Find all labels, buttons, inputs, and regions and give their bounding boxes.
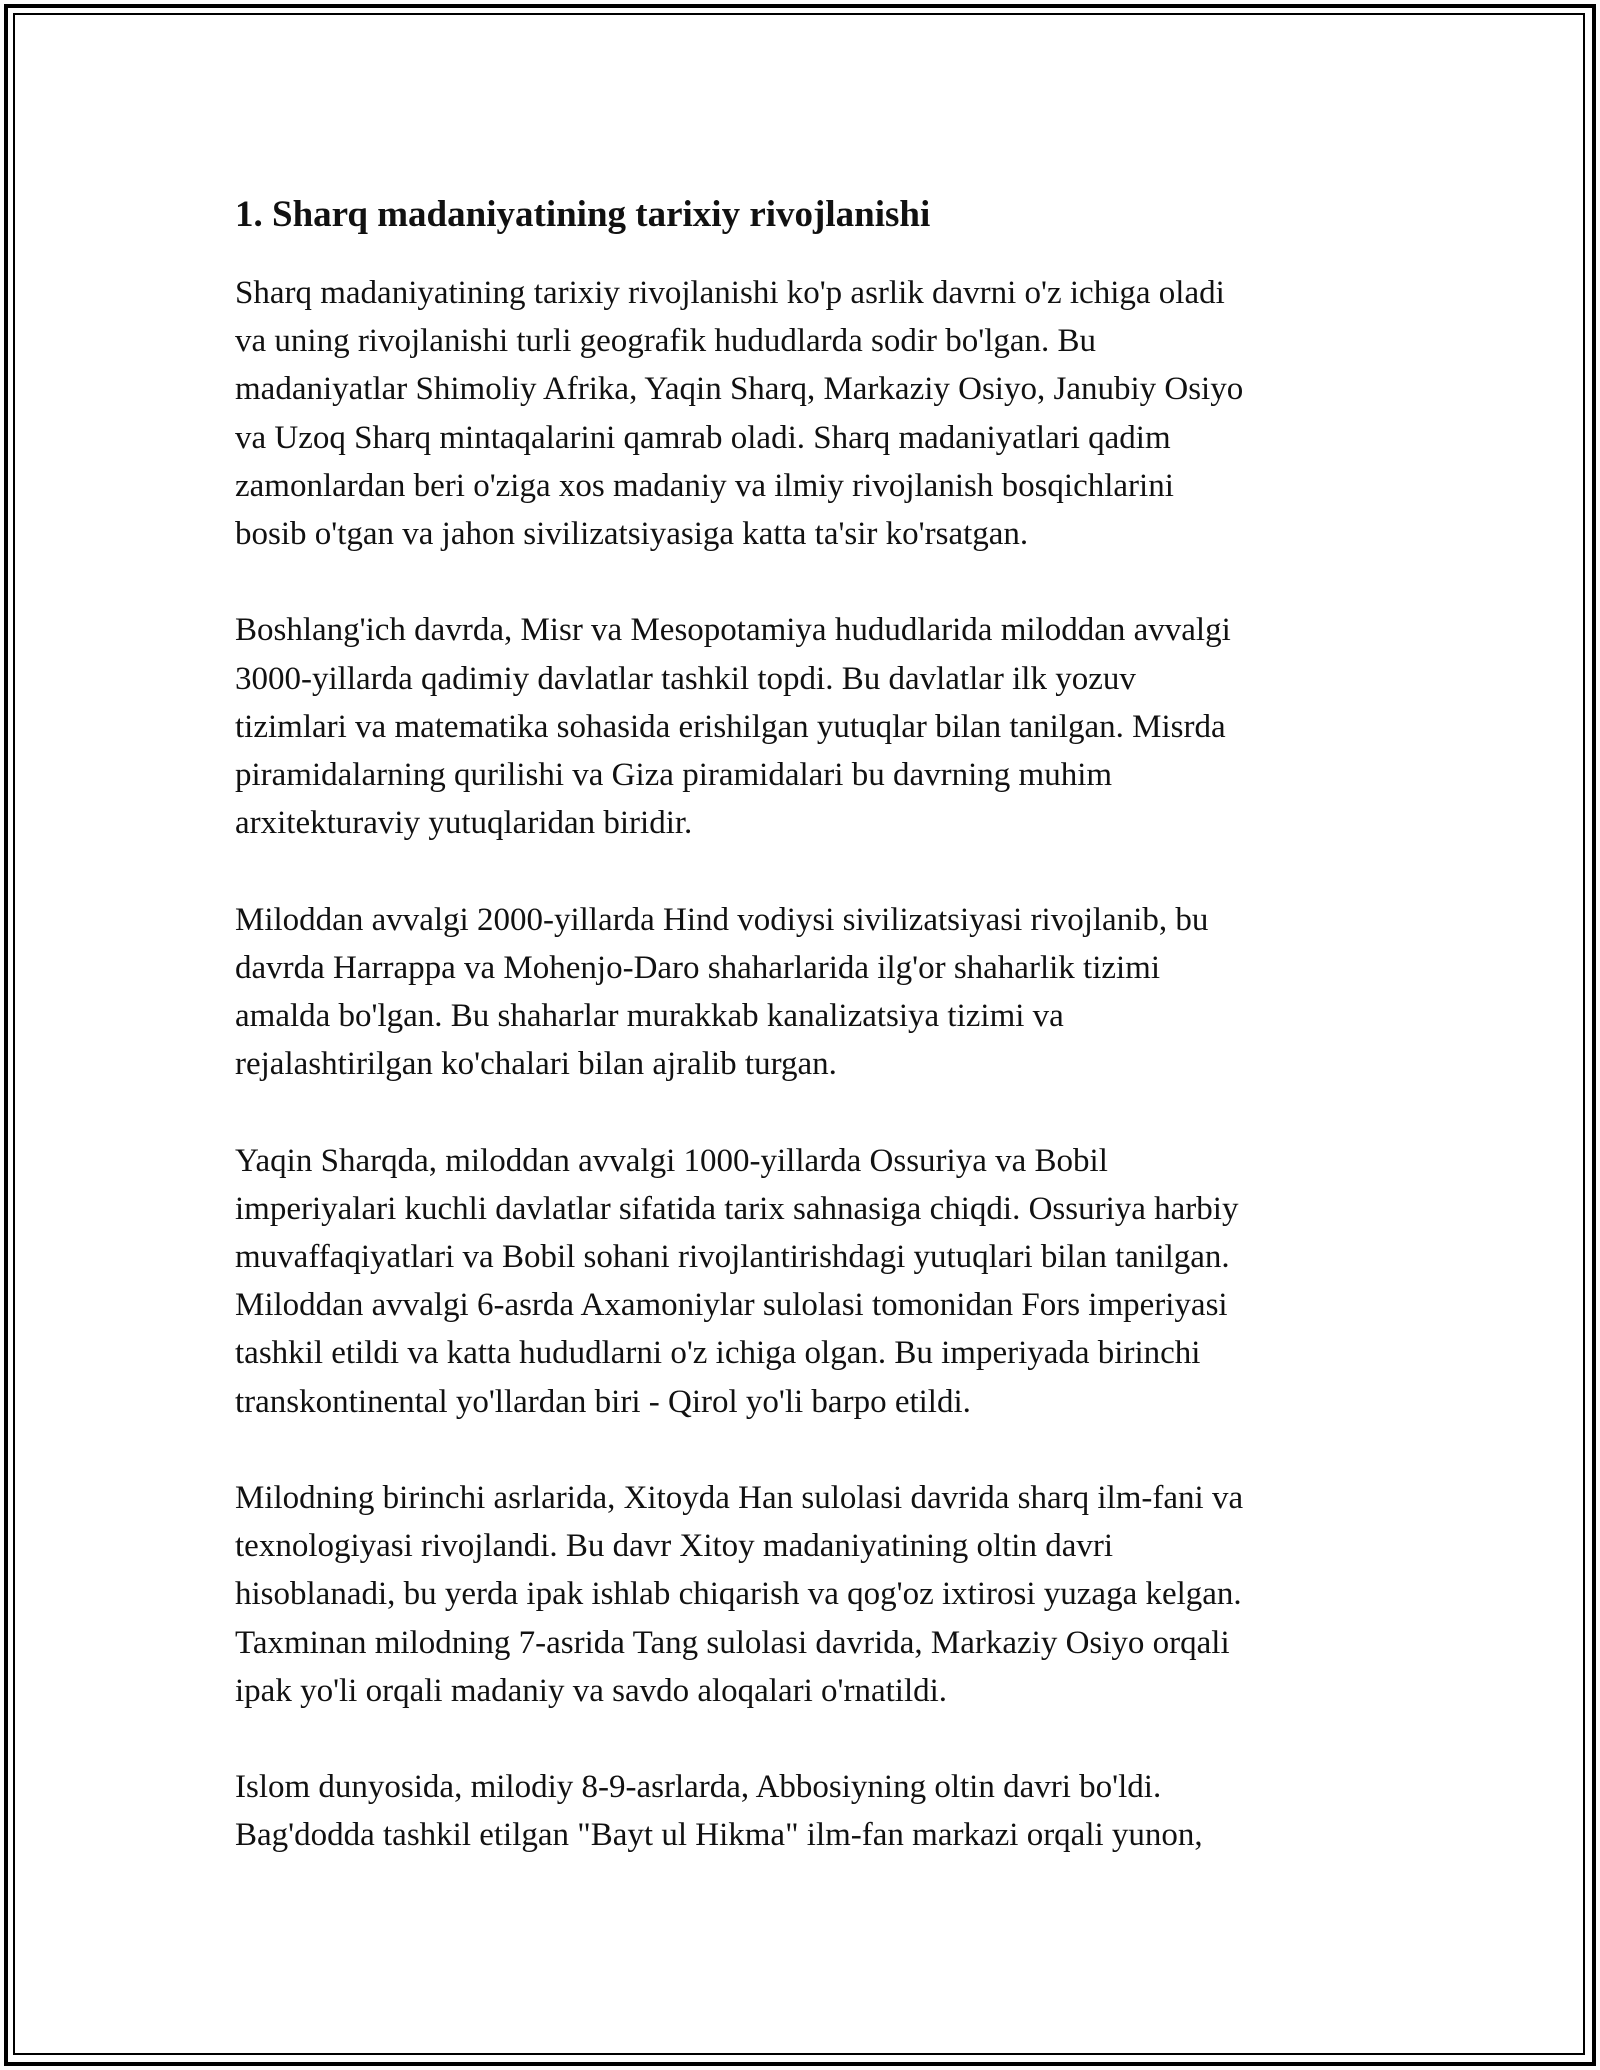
paragraph-line: muvaffaqiyatlari va Bobil sohani rivojlantirishdagi yutuqlari bilan tanilgan.	[235, 1239, 1230, 1276]
paragraph-line: texnologiyasi rivojlandi. Bu davr Xitoy madaniyatining oltin davri	[235, 1528, 1114, 1565]
paragraph-line: Taxminan milodning 7-asrida Tang sulolasi davrida, Markaziy Osiyo orqali	[235, 1624, 1230, 1661]
paragraph-line: rejalashtirilgan ko'chalari bilan ajralib turgan.	[235, 1046, 837, 1083]
paragraph-line: amalda bo'lgan. Bu shaharlar murakkab kanalizatsiya tizimi va	[235, 998, 1064, 1035]
paragraph	[235, 1137, 1375, 1426]
paragraph-line: Miloddan avvalgi 6-asrda Axamoniylar sulolasi tomonidan Fors imperiyasi	[235, 1287, 1228, 1324]
paragraph-line: Sharq madaniyatining tarixiy rivojlanishi ko'p asrlik davrni o'z ichiga oladi	[235, 275, 1225, 311]
document-body	[235, 185, 1375, 1908]
paragraph-line: Bag'dodda tashkil etilgan "Bayt ul Hikma" ilm-fan markazi orqali yunon,	[235, 1817, 1203, 1854]
paragraph-line: Milodning birinchi asrlarida, Xitoyda Han sulolasi davrida sharq ilm-fani va	[235, 1480, 1244, 1517]
paragraph	[235, 896, 1375, 1089]
paragraph	[235, 606, 1375, 847]
paragraph-list	[235, 269, 1375, 1860]
paragraph-line: Miloddan avvalgi 2000-yillarda Hind vodiysi sivilizatsiyasi rivojlanib, bu	[235, 901, 1209, 938]
paragraph-line: davrda Harrappa va Mohenjo-Daro shaharlarida ilg'or shaharlik tizimi	[235, 949, 1161, 986]
paragraph-line: hisoblanadi, bu yerda ipak ishlab chiqarish va qog'oz ixtirosi yuzaga kelgan.	[235, 1576, 1242, 1613]
paragraph-line: 3000-yillarda qadimiy davlatlar tashkil topdi. Bu davlatlar ilk yozuv	[235, 660, 1136, 697]
paragraph-line: Islom dunyosida, milodiy 8-9-asrlarda, Abbosiyning oltin davri bo'ldi.	[235, 1769, 1162, 1806]
paragraph-line: va Uzoq Sharq mintaqalarini qamrab oladi. Sharq madaniyatlari qadim	[235, 419, 1171, 456]
paragraph-line: tizimlari va matematika sohasida erishilgan yutuqlar bilan tanilgan. Misrda	[235, 708, 1226, 745]
paragraph-line: Boshlang'ich davrda, Misr va Mesopotamiya hududlarida miloddan avvalgi	[235, 612, 1231, 649]
paragraph-line: arxitekturaviy yutuqlaridan biridir.	[235, 805, 693, 842]
paragraph-line: tashkil etildi va katta hududlarni o'z ichiga olgan. Bu imperiyada birinchi	[235, 1335, 1201, 1372]
paragraph	[235, 1763, 1375, 1859]
paragraph-line: ipak yo'li orqali madaniy va savdo aloqalari o'rnatildi.	[235, 1672, 948, 1709]
paragraph-line: va uning rivojlanishi turli geografik hududlarda sodir bo'lgan. Bu	[235, 323, 1097, 360]
paragraph-line: imperiyalari kuchli davlatlar sifatida tarix sahnasiga chiqdi. Ossuriya harbiy	[235, 1190, 1239, 1227]
paragraph-line: Yaqin Sharqda, miloddan avvalgi 1000-yillarda Ossuriya va Bobil	[235, 1142, 1108, 1179]
paragraph-line: zamonlardan beri o'ziga xos madaniy va ilmiy rivojlanish bosqichlarini	[235, 467, 1174, 504]
paragraph	[235, 1474, 1375, 1715]
paragraph-line: bosib o'tgan va jahon sivilizatsiyasiga katta ta'sir ko'rsatgan.	[235, 516, 1029, 553]
section-title: 1. Sharq madaniyatining tarixiy rivojlanishi	[235, 194, 931, 235]
paragraph-line: madaniyatlar Shimoliy Afrika, Yaqin Sharq, Markaziy Osiyo, Janubiy Osiyo	[235, 371, 1244, 408]
paragraph	[235, 269, 1375, 558]
paragraph-line: piramidalarning qurilishi va Giza piramidalari bu davrning muhim	[235, 757, 1113, 794]
paragraph-line: transkontinental yo'llardan biri - Qirol yo'li barpo etildi.	[235, 1383, 971, 1420]
